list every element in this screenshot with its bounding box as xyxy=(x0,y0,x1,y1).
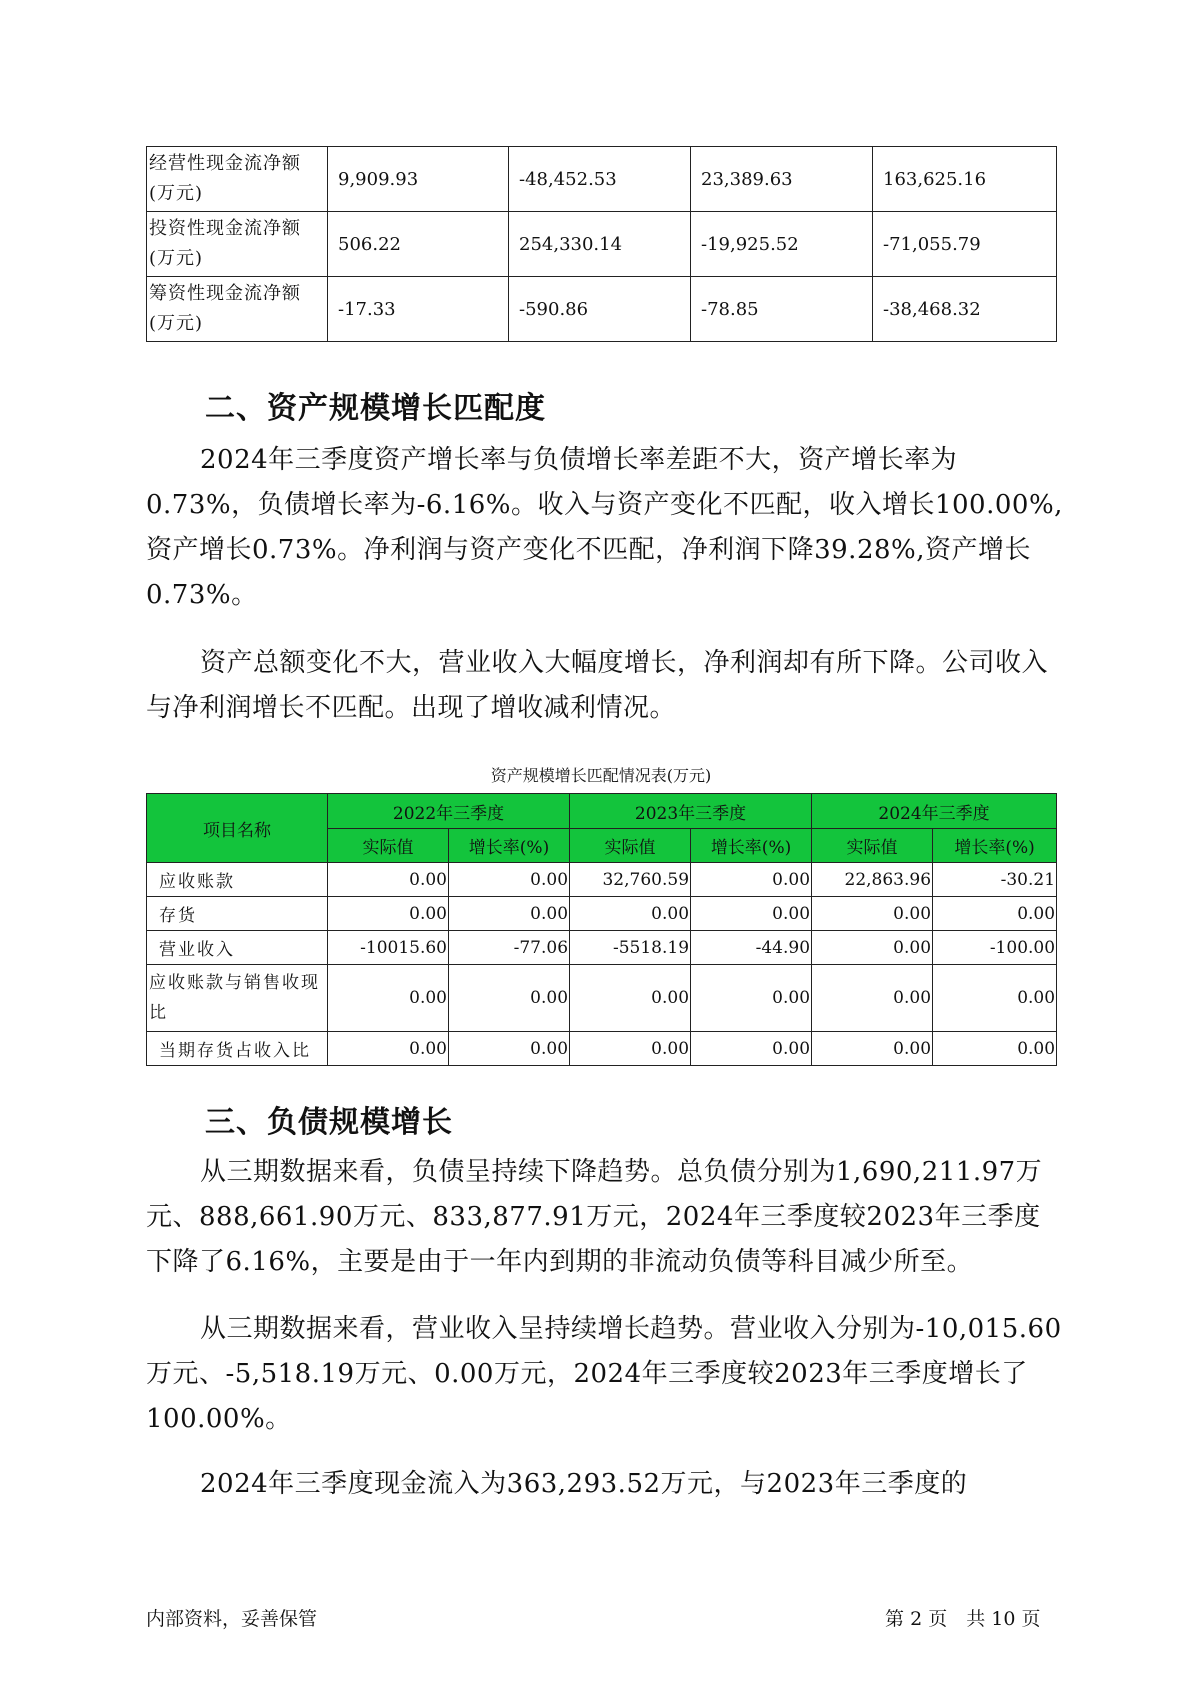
table-row xyxy=(147,931,1057,965)
column-header: 2024年三季度 xyxy=(812,794,1057,829)
table-cell: 0.00 xyxy=(328,897,449,931)
paragraph-text: 从三期数据来看，营业收入呈持续增长趋势。营业收入分别为-10,015.60万元、-5,518.19万元、0.00万元，2024年三季度较2023年三季度增长了100.00%。 xyxy=(146,1314,1062,1434)
table-row xyxy=(147,965,1057,1032)
row-label: 应收账款与销售收现比 xyxy=(147,965,328,1032)
table-cell: 0.00 xyxy=(570,965,691,1032)
paragraph-text: 2024年三季度资产增长率与负债增长率差距不大，资产增长率为0.73%，负债增长率为-6.16%。收入与资产变化不匹配，收入增长100.00%,资产增长0.73%。净利润与资产变化不匹配，净利润下降39.28%,资产增长0.73%。 xyxy=(146,445,1063,610)
table-cell: 0.00 xyxy=(328,965,449,1032)
column-header: 实际值 xyxy=(812,829,933,863)
column-header: 实际值 xyxy=(570,829,691,863)
table-cell: 163,625.16 xyxy=(873,147,1057,212)
table-cell: 0.00 xyxy=(691,897,812,931)
table-cell: -78.85 xyxy=(691,277,873,342)
table-row xyxy=(147,897,1057,931)
table-cell: -19,925.52 xyxy=(691,212,873,277)
table-cell: 22,863.96 xyxy=(812,863,933,897)
column-header: 增长率(%) xyxy=(449,829,570,863)
table-cell: -71,055.79 xyxy=(873,212,1057,277)
paragraph xyxy=(146,1462,1066,1507)
paragraph xyxy=(146,438,1066,618)
column-header: 项目名称 xyxy=(147,794,328,863)
table-header-row xyxy=(147,794,1057,829)
table-row xyxy=(147,212,1057,277)
paragraph-text: 2024年三季度现金流入为363,293.52万元，与2023年三季度的 xyxy=(200,1469,968,1499)
footer-confidential-note: 内部资料，妥善保管 xyxy=(146,1608,318,1630)
table-cell: -44.90 xyxy=(691,931,812,965)
table-cell: 0.00 xyxy=(812,897,933,931)
table-cell: 0.00 xyxy=(691,965,812,1032)
paragraph xyxy=(146,1307,1066,1442)
table-cell: 0.00 xyxy=(933,1032,1057,1066)
row-label: 应收账款 xyxy=(147,863,328,897)
table-cell: 0.00 xyxy=(328,863,449,897)
table-cell: 0.00 xyxy=(328,1032,449,1066)
row-label: 经营性现金流净额(万元) xyxy=(147,147,328,212)
paragraph-text: 从三期数据来看，负债呈持续下降趋势。总负债分别为1,690,211.97万元、888,661.90万元、833,877.91万元，2024年三季度较2023年三季度下降了6.16%，主要是由于一年内到期的非流动负债等科目减少所至。 xyxy=(146,1157,1043,1277)
cash-flow-table xyxy=(146,146,1057,342)
row-label: 当期存货占收入比 xyxy=(147,1032,328,1066)
paragraph-text: 资产总额变化不大，营业收入大幅度增长，净利润却有所下降。公司收入与净利润增长不匹配。出现了增收减利情况。 xyxy=(146,648,1049,723)
column-header: 增长率(%) xyxy=(691,829,812,863)
table-cell: -30.21 xyxy=(933,863,1057,897)
table-cell: -77.06 xyxy=(449,931,570,965)
table-cell: -17.33 xyxy=(328,277,509,342)
table-row xyxy=(147,1032,1057,1066)
asset-match-table xyxy=(146,793,1057,1066)
table-cell: 9,909.93 xyxy=(328,147,509,212)
section-heading-asset-match: 二、资产规模增长匹配度 xyxy=(205,391,546,426)
table-cell: 254,330.14 xyxy=(509,212,691,277)
column-header: 2023年三季度 xyxy=(570,794,812,829)
table-cell: 0.00 xyxy=(691,1032,812,1066)
table-cell: -5518.19 xyxy=(570,931,691,965)
paragraph xyxy=(146,1150,1066,1285)
table-cell: 0.00 xyxy=(691,863,812,897)
table-row xyxy=(147,277,1057,342)
row-label: 筹资性现金流净额(万元) xyxy=(147,277,328,342)
column-header: 增长率(%) xyxy=(933,829,1057,863)
row-label: 营业收入 xyxy=(147,931,328,965)
footer-page-number: 第 2 页 共 10 页 xyxy=(885,1608,1041,1630)
table-cell: 0.00 xyxy=(933,897,1057,931)
table-cell: 0.00 xyxy=(449,965,570,1032)
table-row xyxy=(147,147,1057,212)
table-cell: 0.00 xyxy=(570,897,691,931)
table-cell: 0.00 xyxy=(812,1032,933,1066)
table-caption: 资产规模增长匹配情况表(万元) xyxy=(490,766,712,785)
table-cell: -590.86 xyxy=(509,277,691,342)
table-cell: -10015.60 xyxy=(328,931,449,965)
column-header: 实际值 xyxy=(328,829,449,863)
table-cell: 0.00 xyxy=(812,965,933,1032)
current-page: 2 xyxy=(910,1608,923,1630)
table-cell: -48,452.53 xyxy=(509,147,691,212)
table-row xyxy=(147,863,1057,897)
table-cell: 0.00 xyxy=(812,931,933,965)
section-heading-liability-growth: 三、负债规模增长 xyxy=(205,1105,453,1140)
table-cell: 0.00 xyxy=(449,897,570,931)
table-cell: 23,389.63 xyxy=(691,147,873,212)
table-cell: -38,468.32 xyxy=(873,277,1057,342)
paragraph xyxy=(146,641,1066,731)
table-cell: -100.00 xyxy=(933,931,1057,965)
table-cell: 506.22 xyxy=(328,212,509,277)
total-pages: 10 xyxy=(991,1608,1016,1630)
table-cell: 0.00 xyxy=(449,863,570,897)
table-cell: 0.00 xyxy=(570,1032,691,1066)
row-label: 投资性现金流净额(万元) xyxy=(147,212,328,277)
column-header: 2022年三季度 xyxy=(328,794,570,829)
row-label: 存货 xyxy=(147,897,328,931)
table-cell: 32,760.59 xyxy=(570,863,691,897)
table-cell: 0.00 xyxy=(933,965,1057,1032)
table-cell: 0.00 xyxy=(449,1032,570,1066)
